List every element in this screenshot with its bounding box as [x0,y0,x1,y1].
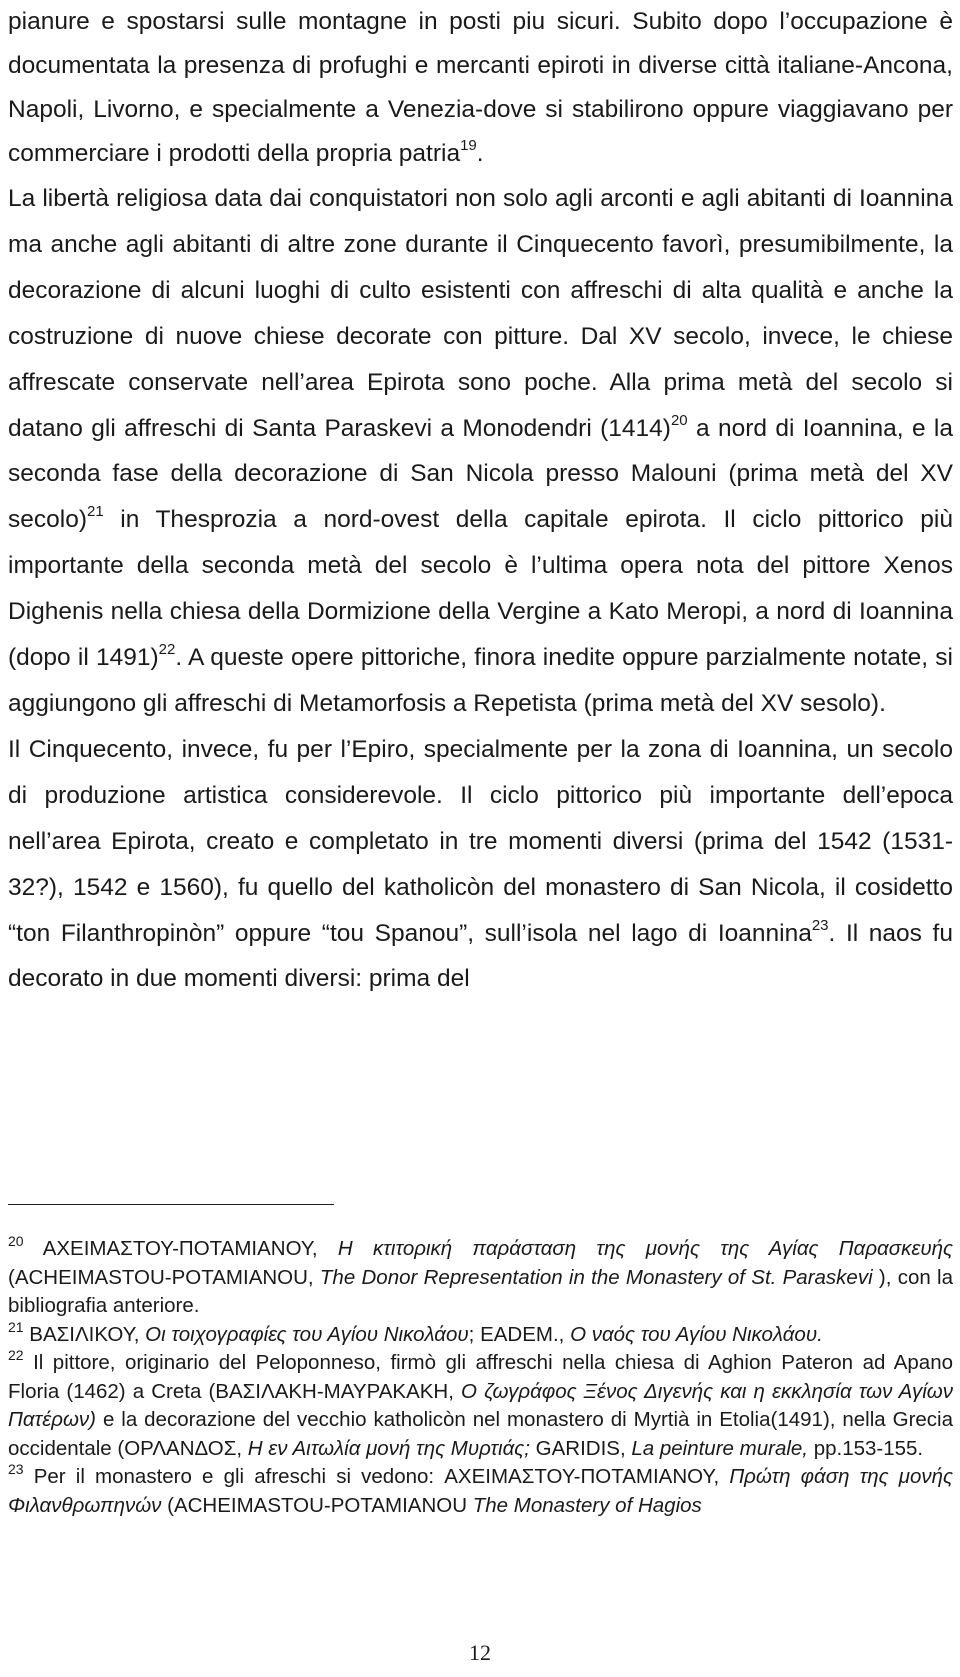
paragraph-3-text-a: Il Cinquecento, invece, fu per l’Epiro, specialmente per la zona di Ioannina, un secolo di produzione artistica considerevole. Il ciclo pittorico più importante dell’epoca nell’area Epirota, creato e completato in tre momenti diversi (prima del 1542 (1531-32?), 1542 e 1560), fu quello del katholicòn del monastero di San Nicola, il cosidetto “ton Filanthropinòn” oppure “tou Spanou”, sull’isola nel lago di Ioannina [8,735,953,947]
paragraph-2-text-b: a nord di Ioannina, e la seconda fase della decorazione di San Nicola presso Malouni (prima metà del XV secolo) [8,414,954,534]
footnote-text: e la decorazione del vecchio katholicòn nel monastero di Myrtià in Etolia(1491), nella Grecia occidentale (ΟΡΛΑΝΔΟΣ, [8,1408,953,1460]
footnote-ref-22: 22 [158,641,176,659]
footnote-text: (ACHEIMASTOU-POTAMIANOU, [8,1265,320,1289]
paragraph-3-text-b: . Il naos fu decorato in due momenti diversi: prima del [8,919,953,993]
footnote-separator [8,1204,334,1205]
paragraph-1 [8,0,953,176]
footnote-title-italic: La peinture murale, [631,1436,808,1460]
footnote-number: 23 [8,1461,24,1477]
footnote-23 [8,1463,953,1520]
footnote-text: Il pittore, originario del Peloponneso, firmò gli affreschi nella chiesa di Aghion Pateron ad Apano Floria (1462) a Creta (ΒΑΣΙΛΑΚΗ-ΜΑΥΡΑΚΑΚΗ, [8,1351,953,1403]
paragraph-2 [8,176,953,727]
footnote-21 [8,1318,953,1350]
footnote-title-italic: Ο ναός του Αγίου Νικολάου. [570,1322,823,1346]
footnote-title-italic: Πρώτη φάση της μονής Φιλανθρωπηνών [8,1465,953,1517]
paragraph-2-text-c: in Thesprozia a nord-ovest della capitale epirota. Il ciclo pittorico più importante della seconda metà del secolo è l’ultima opera nota del pittore Xenos Dighenis nella chiesa della Dormizione della Vergine a Kato Meropi, a nord di Ioannina (dopo il 1491) [8,506,953,672]
footnote-title-italic: Ο ζωγράφος Ξένος Διγενής και η εκκλησία των Αγίων Πατέρων) [8,1379,953,1431]
footnote-number: 21 [8,1318,24,1335]
footnote-title-italic: The Monastery of Hagios [472,1493,702,1517]
footnote-title-italic: Η εν Αιτωλία μονή της Μυρτιάς; [247,1436,530,1460]
paragraph-2-text-a: La libertà religiosa data dai conquistatori non solo agli arconti e agli abitanti di Ioannina ma anche agli abitanti di altre zone durante il Cinquecento favorì, presumibilmente, la decorazione di alcuni luoghi di culto esistenti con affreschi di alta qualità e anche la costruzione di nuove chiese decorate con pitture. Dal XV secolo, invece, le chiese affrescate conservate nell’area Epirota sono poche. Alla prima metà del secolo si datano gli affreschi di Santa Paraskevi a Monodendri (1414) [8,185,953,442]
page-number: 12 [469,1640,491,1665]
footnote-22 [8,1349,953,1463]
paragraph-3 [8,727,953,1002]
footnote-text: ΒΑΣΙΛΙΚΟΥ, [23,1322,146,1346]
paragraph-1-text: pianure e spostarsi sulle montagne in posti piu sicuri. Subito dopo l’occupazione è documentata la presenza di profughi e mercanti epiroti in diverse città italiane-Ancona, Napoli, Livorno, e specialmente a Venezia-dove si stabilirono oppure viaggiavano per commerciare i prodotti della propria patria [8,8,953,167]
footnote-text: GARIDIS, [529,1436,632,1460]
footnote-text: Per il monastero e gli afreschi si vedono: ΑΧΕΙΜΑΣΤΟΥ-ΠΟΤΑΜΙΑΝΟΥ, [23,1465,730,1488]
footnote-ref-21: 21 [86,503,104,521]
footnote-ref-19: 19 [460,137,477,154]
footnote-20 [8,1235,953,1321]
footnote-title-italic: The Donor Representation in the Monastery of St. Paraskevi [319,1265,873,1289]
footnote-text: ; EADEM., [468,1322,571,1346]
footnote-text: (ACHEIMASTOU-POTAMIANOU [161,1493,473,1517]
document-page [8,0,953,1002]
footnote-text: ΑΧΕΙΜΑΣΤΟΥ-ΠΟΤΑΜΙΑΝΟΥ, [23,1237,338,1260]
paragraph-2-text-d: . A queste opere pittoriche, finora inedite oppure parzialmente notate, si aggiungono gli affreschi di Metamorfosis a Repetista (prima metà del XV sesolo). [8,644,953,717]
footnote-number: 22 [8,1347,24,1363]
footnote-ref-23: 23 [811,916,829,934]
footnote-text: ), con la bibliografia anteriore. [8,1265,953,1317]
footnotes [8,1235,953,1520]
footnote-title-italic: Η κτιτορική παράσταση της μονής της Αγίας Παρασκευής [337,1237,953,1260]
footnote-number: 20 [8,1233,24,1249]
footnote-text: pp.153-155. [808,1436,924,1460]
footnote-title-italic: Οι τοιχογραφίες του Αγίου Νικολάου [145,1322,469,1346]
footnote-ref-20: 20 [670,411,688,429]
paragraph-1-end: . [476,140,484,167]
